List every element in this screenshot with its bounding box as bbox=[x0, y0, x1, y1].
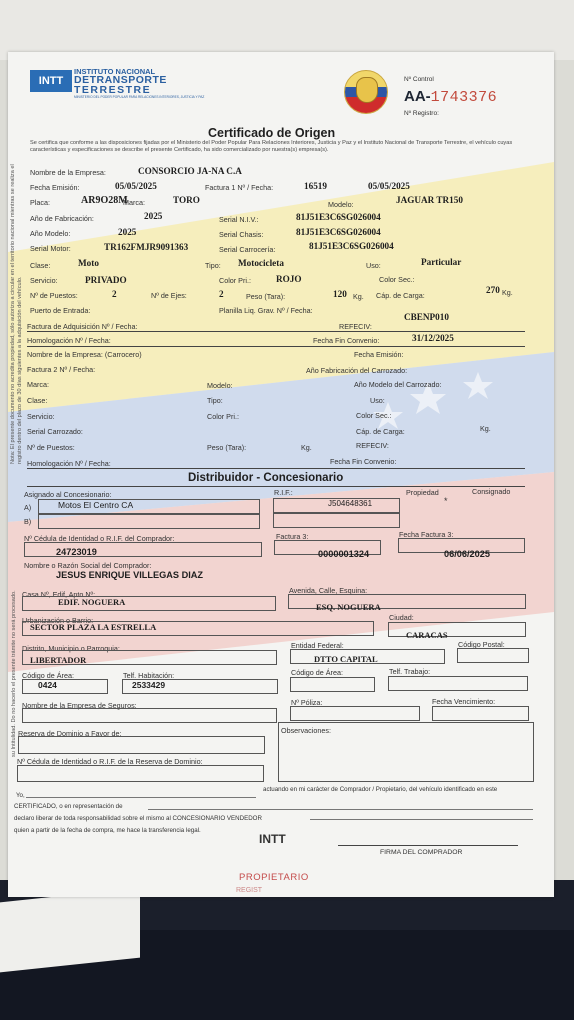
serial-chasis-value: 81J51E3C6SG026004 bbox=[296, 227, 381, 237]
control-number bbox=[404, 88, 497, 106]
casa-label: Casa Nº, Edif, Apto Nº: bbox=[22, 590, 96, 599]
registro-stamp: REGIST bbox=[236, 887, 263, 894]
vendedor-line bbox=[310, 819, 533, 820]
carrocero-color-sec-label: Color Sec.: bbox=[356, 411, 392, 420]
marca-label: Marca: bbox=[123, 198, 145, 207]
distrito-label: Distrito, Municipio o Parroquia: bbox=[22, 644, 120, 653]
tipo-value: Motocicleta bbox=[238, 258, 284, 268]
ejes-label: Nº de Ejes: bbox=[151, 291, 187, 300]
consignado-label: Consignado bbox=[472, 487, 511, 496]
rif-a-value: J504648361 bbox=[328, 499, 373, 508]
distribuidor-title: Distribuidor - Concesionario bbox=[188, 472, 344, 484]
codigo-area-field bbox=[22, 679, 108, 694]
carrocero-serial-label: Serial Carrozado: bbox=[27, 427, 83, 436]
seguros-field bbox=[22, 708, 277, 723]
divider bbox=[27, 331, 525, 332]
ciudad-label: Ciudad: bbox=[389, 613, 414, 622]
fecha-emision-value: 05/05/2025 bbox=[115, 181, 157, 191]
modelo-value: JAGUAR TR150 bbox=[396, 195, 463, 205]
control-digits: 1743376 bbox=[430, 89, 498, 106]
observaciones-label: Observaciones: bbox=[281, 726, 331, 735]
carrocero-refeciv-label: REFECIV: bbox=[356, 441, 389, 450]
telf-trab-field bbox=[388, 676, 528, 691]
codigo-area2-field bbox=[290, 677, 375, 692]
homologacion-label: Homologación Nº / Fecha: bbox=[27, 336, 111, 345]
observaciones-field bbox=[278, 722, 534, 782]
coat-of-arms-seal bbox=[344, 70, 388, 114]
document-title: Certificado de Origen bbox=[208, 126, 336, 140]
placa-label: Placa: bbox=[30, 198, 50, 207]
anio-modelo-value: 2025 bbox=[118, 227, 137, 237]
fecha-factura3-label: Fecha Factura 3: bbox=[399, 530, 454, 539]
telf-hab-value: 2533429 bbox=[132, 680, 166, 690]
propiedad-mark: * bbox=[444, 496, 448, 506]
carrocero-servicio-label: Servicio: bbox=[27, 412, 55, 421]
carrocero-fecha-emision-label: Fecha Emisión: bbox=[354, 350, 404, 359]
background-paper bbox=[0, 888, 140, 973]
cedula-reserva-label: Nº Cédula de Identidad o R.I.F. de la Reserva de Dominio: bbox=[17, 757, 203, 766]
org-name-line1: INSTITUTO NACIONAL bbox=[74, 67, 156, 76]
intt-logo: INTT bbox=[30, 70, 72, 92]
marca-value: TORO bbox=[173, 195, 200, 205]
background-top bbox=[0, 0, 574, 60]
distrito-value: LIBERTADOR bbox=[30, 655, 87, 665]
codigo-postal-label: Código Postal: bbox=[458, 640, 505, 649]
puestos-label: Nº de Puestos: bbox=[30, 291, 78, 300]
puerto-label: Puerto de Entrada: bbox=[30, 306, 91, 315]
fecha-fin-label: Fecha Fin Convenio: bbox=[313, 336, 380, 345]
org-name-line2: DETRANSPORTE bbox=[74, 74, 167, 86]
control-prefix: AA- bbox=[404, 88, 431, 105]
uso-label: Uso: bbox=[366, 261, 381, 270]
serial-motor-label: Serial Motor: bbox=[30, 244, 71, 253]
concesionario-b-field bbox=[38, 514, 260, 529]
peso-value: 120 bbox=[333, 289, 347, 299]
carrocero-empresa-label: Nombre de la Empresa: (Carrocero) bbox=[27, 350, 142, 359]
carrocero-factura-label: Factura 2 Nº / Fecha: bbox=[27, 365, 96, 374]
concesionario-a-value: Motos El Centro CA bbox=[58, 500, 134, 510]
intro-text: Se certifica que conforme a las disposiciones fijadas por el Ministerio del Poder Popular Para Relaciones Interiores, Justicia y Paz y el Instituto Nacional de Transporte Terrestre, el vehículo cuyas características y especificaciones se describe el presente Certificado, ha sido comercializado por nuestra(s) empresa(s). bbox=[30, 140, 513, 153]
color-pri-value: ROJO bbox=[276, 274, 302, 284]
certificate-document bbox=[8, 52, 554, 897]
carrocero-color-pri-label: Color Pri.: bbox=[207, 412, 239, 421]
codigo-area2-label: Código de Área: bbox=[291, 668, 343, 677]
clase-label: Clase: bbox=[30, 261, 51, 270]
cap-carga-unit: Kg. bbox=[502, 288, 513, 297]
urbanizacion-value: SECTOR PLAZA LA ESTRELLA bbox=[30, 622, 157, 632]
divider bbox=[27, 468, 525, 469]
servicio-value: PRIVADO bbox=[85, 275, 127, 285]
poliza-label: Nº Póliza: bbox=[291, 698, 323, 707]
serial-carroceria-value: 81J51E3C6SG026004 bbox=[309, 241, 394, 251]
cedula-value: 24723019 bbox=[56, 547, 97, 557]
carrocero-cap-carga-label: Cáp. de Carga: bbox=[356, 427, 405, 436]
representacion-line bbox=[148, 809, 533, 810]
carrocero-tipo-label: Tipo: bbox=[207, 396, 223, 405]
reserva-field bbox=[18, 736, 265, 754]
uso-value: Particular bbox=[421, 257, 462, 267]
planilla-label: Planilla Liq. Grav. Nº / Fecha: bbox=[219, 306, 313, 315]
carrocero-anio-fab-label: Año Fabricación del Carrozado: bbox=[306, 366, 408, 375]
codigo-postal-field bbox=[457, 648, 529, 663]
avenida-label: Avenida, Calle, Esquina: bbox=[289, 586, 368, 595]
fecha-venc-label: Fecha Vencimiento: bbox=[432, 697, 496, 706]
yo-label: Yo, bbox=[16, 792, 25, 799]
fecha-emision-label: Fecha Emisión: bbox=[30, 183, 80, 192]
entidad-label: Entidad Federal: bbox=[291, 641, 344, 650]
factura-adq-label: Factura de Adquisición Nº / Fecha: bbox=[27, 322, 138, 331]
casa-value: EDIF. NOGUERA bbox=[58, 597, 126, 607]
peso-unit: Kg. bbox=[353, 292, 364, 301]
color-pri-label: Color Pri.: bbox=[219, 276, 251, 285]
side-note-text: Nota: El presente documento no acredita propiedad, sólo autoriza a circular en el territorio nacional mientras se realiza el registro dentro del plazo de 30 días siguientes a la adquisición del vehículo. bbox=[10, 164, 23, 464]
seguros-label: Nombre de la Empresa de Seguros: bbox=[22, 701, 137, 710]
factura-no-value: 16519 bbox=[304, 181, 327, 191]
declaro-text: declaro liberar de toda responsabilidad sobre el mismo al CONCESIONARIO VENDEDOR bbox=[14, 815, 262, 822]
poliza-field bbox=[290, 706, 420, 721]
empresa-label: Nombre de la Empresa: bbox=[30, 168, 106, 177]
tipo-label: Tipo: bbox=[205, 261, 221, 270]
serial-niv-value: 81J51E3C6SG026004 bbox=[296, 212, 381, 222]
factura-label: Factura 1 Nº / Fecha: bbox=[205, 183, 274, 192]
side-note-text-2: su Intitulidad. Do no hacerlo el presente trámite no será procesado. bbox=[11, 590, 17, 757]
factura3-value: 0000001324 bbox=[318, 549, 370, 559]
cedula-reserva-field bbox=[17, 765, 264, 782]
fecha-venc-field bbox=[432, 706, 529, 721]
fecha-fin-value: 31/12/2025 bbox=[412, 333, 454, 343]
carrocero-anio-modelo-label: Año Modelo del Carrozado: bbox=[354, 380, 442, 389]
carrocero-puestos-label: Nº de Puestos: bbox=[27, 443, 75, 452]
carrocero-clase-label: Clase: bbox=[27, 396, 48, 405]
rif-label: R.I.F.: bbox=[274, 488, 293, 497]
serial-carroceria-label: Serial Carrocería: bbox=[219, 245, 276, 254]
nombre-label: Nombre o Razón Social del Comprador: bbox=[24, 561, 152, 570]
nombre-value: JESUS ENRIQUE VILLEGAS DIAZ bbox=[56, 570, 204, 580]
registro-label: Nº Registro: bbox=[404, 110, 439, 117]
divider bbox=[27, 486, 525, 487]
serial-motor-value: TR162FMJR9091363 bbox=[104, 242, 189, 252]
peso-label: Peso (Tara): bbox=[246, 292, 286, 301]
anio-fab-label: Año de Fabricación: bbox=[30, 214, 94, 223]
carrocero-homologacion-label: Homologación Nº / Fecha: bbox=[27, 459, 111, 468]
firma-label: FIRMA DEL COMPRADOR bbox=[380, 849, 463, 856]
reserva-label: Reserva de Dominio a Favor de: bbox=[18, 729, 122, 738]
placa-value: AR9O28M bbox=[81, 195, 128, 206]
anio-modelo-label: Año Modelo: bbox=[30, 229, 71, 238]
serial-chasis-label: Serial Chasis: bbox=[219, 230, 264, 239]
control-label: Nº Control bbox=[404, 76, 434, 83]
carrocero-marca-label: Marca: bbox=[27, 380, 49, 389]
quien-text: quien a partir de la fecha de compra, me hace la transferencia legal. bbox=[14, 827, 201, 834]
intt-stamp: INTT bbox=[259, 832, 286, 846]
carrocero-peso-unit: Kg. bbox=[301, 443, 312, 452]
avenida-value: ESQ. NOGUERA bbox=[316, 602, 381, 612]
carrocero-peso-label: Peso (Tara): bbox=[207, 443, 247, 452]
clase-value: Moto bbox=[78, 258, 99, 268]
puestos-value: 2 bbox=[112, 289, 117, 299]
refeciv-label: REFECIV: bbox=[339, 322, 372, 331]
propietario-stamp: PROPIETARIO bbox=[239, 872, 309, 883]
telf-hab-label: Telf. Habitación: bbox=[123, 671, 175, 680]
codigo-area-value: 0424 bbox=[38, 680, 57, 690]
refeciv-value: CBENP010 bbox=[404, 312, 449, 322]
factura-fecha-value: 05/05/2025 bbox=[368, 181, 410, 191]
entidad-value: DTTO CAPITAL bbox=[314, 654, 378, 664]
org-name-line3: TERRESTRE bbox=[74, 84, 152, 96]
propiedad-label: Propiedad bbox=[406, 488, 439, 497]
modelo-label: Modelo: bbox=[328, 200, 354, 209]
codigo-area-label: Código de Área: bbox=[22, 671, 74, 680]
telf-trab-label: Telf. Trabajo: bbox=[389, 667, 431, 676]
carrocero-cap-unit: Kg. bbox=[480, 424, 491, 433]
carrocero-modelo-label: Modelo: bbox=[207, 381, 233, 390]
rif-b-field bbox=[273, 513, 400, 528]
divider bbox=[27, 346, 525, 347]
actuando-text: actuando en mi carácter de Comprador / Propietario, del vehículo identificado en este bbox=[263, 786, 498, 793]
concesionario-b-label: B) bbox=[24, 517, 32, 526]
servicio-label: Servicio: bbox=[30, 276, 58, 285]
serial-niv-label: Serial N.I.V.: bbox=[219, 215, 259, 224]
org-ministry-text: MINISTERIO DEL PODER POPULAR PARA RELACIONES INTERIORES, JUSTICIA Y PAZ bbox=[74, 95, 205, 99]
signature-line bbox=[338, 845, 518, 846]
ciudad-value: CARACAS bbox=[406, 630, 448, 640]
empresa-value: CONSORCIO JA-NA C.A bbox=[138, 166, 242, 176]
cap-carga-label: Cáp. de Carga: bbox=[376, 291, 425, 300]
yo-line bbox=[26, 797, 256, 798]
asignado-label: Asignado al Concesionario: bbox=[24, 490, 112, 499]
ejes-value: 2 bbox=[219, 289, 224, 299]
certificado-text: CERTIFICADO, o en representación de bbox=[14, 803, 123, 810]
carrocero-fecha-fin-label: Fecha Fin Convenio: bbox=[330, 457, 397, 466]
cedula-label: Nº Cédula de Identidad o R.I.F. del Comprador: bbox=[24, 534, 175, 543]
fecha-factura3-value: 06/06/2025 bbox=[444, 549, 490, 559]
factura3-label: Factura 3: bbox=[276, 532, 309, 541]
anio-fab-value: 2025 bbox=[144, 211, 163, 221]
urbanizacion-label: Urbanización o Barrio: bbox=[22, 616, 94, 625]
color-sec-label: Color Sec.: bbox=[379, 275, 415, 284]
carrocero-uso-label: Uso: bbox=[370, 396, 385, 405]
concesionario-a-label: A) bbox=[24, 503, 32, 512]
cap-carga-value: 270 bbox=[486, 285, 500, 295]
